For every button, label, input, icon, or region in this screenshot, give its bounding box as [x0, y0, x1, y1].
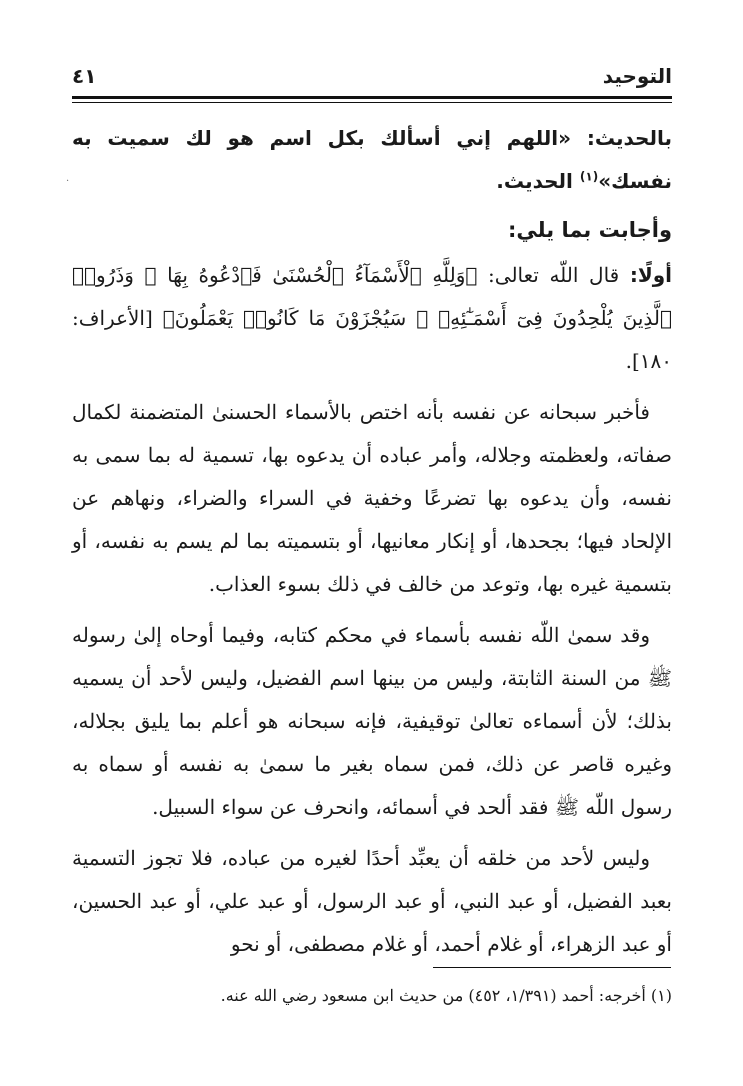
footnote-rule	[433, 967, 671, 968]
paragraph-3: وليس لأحد من خلقه أن يعبِّد أحدًا لغيره من عباده، فلا تجوز التسمية بعبد الفضيل، أو عبد النبي، أو عبد الرسول، أو عبد علي، أو عبد الحسين، أو عبد الزهراء، أو غلام أحمد، أو غلام مصطفى، أو نحو	[72, 846, 672, 956]
footnote: (١) أخرجه: أحمد (١/٣٩١، ٤٥٢) من حديث ابن مسعود رضي الله عنه.	[220, 986, 672, 1005]
quran-verse: ﴿وَلِلَّهِ ٱلْأَسْمَآءُ ٱلْحُسْنَىٰ فَٱدْعُوهُ بِهَا ۖ وَذَرُوا۟ ٱلَّذِينَ يُلْحِدُونَ فِىٓ أَسْمَـٰٓئِهِۦ ۚ سَيُجْزَوْنَ مَا كَانُوا۟ يَعْمَلُونَ﴾	[72, 263, 673, 330]
first-label: أولًا:	[629, 263, 673, 287]
hadith-label: بالحديث:	[586, 126, 673, 150]
first-point	[72, 254, 672, 383]
verse-reference: [الأعراف: ١٨٠].	[72, 306, 672, 373]
paragraph-2: وقد سمىٰ اللّه نفسه بأسماء في محكم كتابه، وفيما أوحاه إلىٰ رسوله ﷺ من السنة الثابتة، وليس من بينها اسم الفضيل، وليس لأحد أن يسميه بذلك؛ لأن أسماءه تعالىٰ توقيفية، فإنه سبحانه هو أعلم بما يليق بجلاله، وغيره قاصر عن ذلك، فمن سماه بغير ما سمىٰ به نفسه أو سماه به رسول اللّه ﷺ فقد ألحد في أسمائه، وانحرف عن سواء السبيل.	[72, 623, 672, 819]
footnote-ref[interactable]: (١)	[579, 169, 599, 184]
hadith-paragraph	[72, 117, 672, 203]
page-number: ٤١	[72, 64, 97, 88]
header-rule-thick	[72, 96, 672, 99]
header-rule-thin	[72, 102, 672, 103]
answer-heading: وأجابت بما يلي:	[508, 218, 672, 242]
paragraph-1: فأخبر سبحانه عن نفسه بأنه اختص بالأسماء الحسنىٰ المتضمنة لكمال صفاته، ولعظمته وجلاله، وأمر عباده أن يدعوه بها، تسمية له بما سمى به نفسه، وأن يدعوه بها تضرعًا وخفية في السراء والضراء، ونهاهم عن الإلحاد فيها؛ بجحدها، أو إنكار معانيها، أو بتسميته بما لم يسم به نفسه، أو بتسمية غيره بها، وتوعد من خالف في ذلك بسوء العذاب.	[72, 400, 672, 596]
running-title: التوحيد	[602, 64, 672, 88]
margin-dot: ·	[66, 176, 70, 187]
book-page	[72, 50, 672, 966]
hadith-text: «اللهم إني أسألك بكل اسم هو لك سميت به نفسك»	[72, 126, 672, 193]
first-intro: قال اللّه تعالى:	[488, 263, 620, 287]
hadith-end: الحديث.	[496, 169, 573, 193]
running-header	[72, 50, 672, 88]
